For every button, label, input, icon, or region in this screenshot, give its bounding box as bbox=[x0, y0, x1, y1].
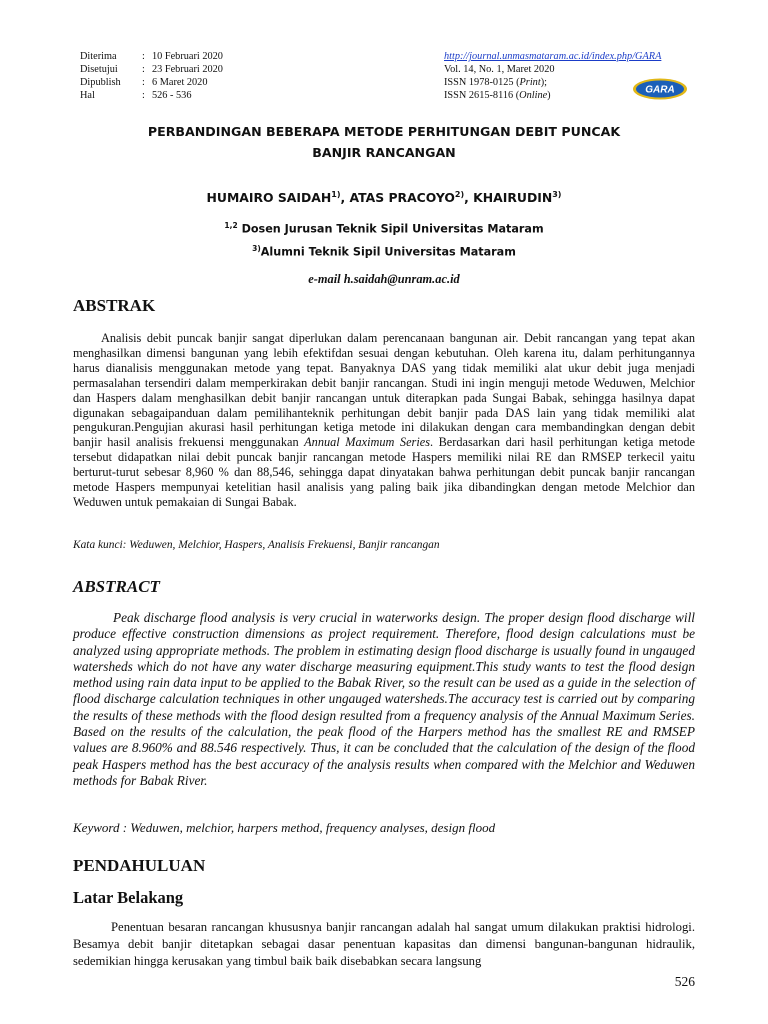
meta-colon: : bbox=[142, 90, 145, 101]
author-list bbox=[84, 190, 684, 205]
meta-row-pages bbox=[80, 89, 223, 102]
author-name: , ATAS PRACOYO bbox=[340, 190, 455, 206]
journal-header bbox=[80, 50, 700, 106]
meta-value: 6 Maret 2020 bbox=[152, 77, 208, 88]
pendahuluan-heading: PENDAHULUAN bbox=[73, 856, 206, 875]
affiliation-text: Dosen Jurusan Teknik Sipil Universitas Mataram bbox=[237, 222, 544, 236]
issn-online: ISSN 2615-8116 (Online) bbox=[444, 90, 551, 101]
svg-text:GARA: GARA bbox=[645, 84, 675, 96]
meta-row-received bbox=[80, 50, 223, 63]
submission-dates bbox=[80, 50, 223, 102]
abstrak-keywords: Kata kunci: Weduwen, Melchior, Haspers, Analisis Frekuensi, Banjir rancangan bbox=[73, 539, 440, 551]
abstract-heading: ABSTRACT bbox=[73, 577, 160, 596]
latar-belakang-heading: Latar Belakang bbox=[73, 888, 184, 907]
meta-key: Dipublish bbox=[80, 77, 121, 88]
affiliation bbox=[84, 244, 684, 259]
abstrak-heading: ABSTRAK bbox=[73, 296, 156, 315]
journal-url-link[interactable]: http://journal.unmasmataram.ac.id/index.php/GARA bbox=[444, 51, 662, 62]
meta-key: Disetujui bbox=[80, 64, 118, 75]
affiliation-text: Alumni Teknik Sipil Universitas Mataram bbox=[260, 245, 516, 259]
affiliation bbox=[84, 221, 684, 236]
meta-key: Diterima bbox=[80, 51, 117, 62]
author-name: , KHAIRUDIN bbox=[464, 190, 553, 206]
meta-row-published bbox=[80, 76, 223, 89]
pendahuluan-body: Penentuan besaran rancangan khususnya banjir rancangan adalah hal sangat umum dilakukan praktisi hidrologi. Besamya debit banjir ditetapkan sebagai dasar penentuan kapasitas dan dimensi bangunan-bangunan hidraulik, sedemikian hingga kerusakan yang timbul baik baik disebabkan secara langsung bbox=[73, 920, 695, 968]
abstract-keywords: Keyword : Weduwen, melchior, harpers method, frequency analyses, design flood bbox=[73, 820, 496, 835]
author-email: e-mail h.saidah@unram.ac.id bbox=[308, 272, 460, 286]
meta-colon: : bbox=[142, 51, 145, 62]
author-sup: 1) bbox=[331, 190, 341, 199]
title-line: BANJIR RANCANGAN bbox=[312, 145, 456, 160]
meta-value: 526 - 536 bbox=[152, 90, 192, 101]
meta-colon: : bbox=[142, 64, 145, 75]
journal-info bbox=[444, 50, 661, 102]
page-number: 526 bbox=[674, 974, 695, 989]
meta-row-approved bbox=[80, 63, 223, 76]
abstrak-body: Analisis debit puncak banjir sangat diperlukan dalam perencanaan bangunan air. Debit rancangan yang tepat akan menghasilkan dimensi bangunan yang lebih efektifdan sesuai dengan kebutuhan. Oleh karena itu, dalam perhitungannya harus dianalisis menggunakan metode yang tepat. Banyaknya DAS yang tidak memiliki alat ukur debit juga menjadi permasalahan tersendiri dalam memperkirakan debit banjir rancangan. Studi ini ingin menguji metode Weduwen, Melchior dan Haspers dalam menghasilkan debit banjir rancangan untuk diterapkan pada Sungai Babak, sehingga hasilnya dapat digunakan sebagaipanduan dalam pemilihanteknik perhitungan debit banjir pada DAS lain yang tidak memiliki alat pengukuran.Pengujian akurasi hasil perhitungan ketiga metode ini dilakukan dengan cara membandingkan dengan debit banjir hasil analisis frekuensi menggunakan Annual Maximum Series. Berdasarkan dari hasil perhitungan ketiga metode tersebut didapatkan nilai debit puncak banjir rancangan metode Haspers memiliki nilai RE dan RMSEP terkecil yaitu berturut-turut sebesar 8,960 % dan 88,546, sehingga dapat dinyatakan bahwa perhitungan debit puncak banjir rancangan metode Haspers mempunyai ketelitian hasil analisis yang paling baik jika dibandingkan dengan metode Melchior dan Weduwen untuk pemakaian di Sungai Babak. bbox=[73, 331, 695, 509]
meta-key: Hal bbox=[80, 90, 95, 101]
meta-value: 23 Februari 2020 bbox=[152, 64, 223, 75]
volume-info: Vol. 14, No. 1, Maret 2020 bbox=[444, 64, 555, 75]
author-sup: 3) bbox=[552, 190, 562, 199]
issn-print: ISSN 1978-0125 (Print); bbox=[444, 77, 547, 88]
abstract-body: Peak discharge flood analysis is very crucial in waterworks design. The proper design flood discharge will produce effective construction dimensions as project requirement. Therefore, flood design calculations must be analyzed using appropriate methods. The problem in estimating design flood discharge is usually found in ungauged watersheds which do not have any water discharge measuring equipment.This study wants to test the flood design method using rain data input to be applied to the Babak River, so the result can be used as a guide in the selection of flood discharge calculation techniques in other ungauged watersheds.The accuracy test is carried out by comparing the results of these methods with the flood design resulted from a frequency analysis of the Annual Maximum Series. Based on the results of the calculation, the peak flood of the Harpers method has the smallest RE and RMSEP values are 8.960% and 88.546 respectively. Thus, it can be concluded that the calculation of the design of the flood peak Haspers method has the best accuracy of the analysis results when compared with the Melchior and Weduwen methods for Babak River. bbox=[73, 610, 695, 788]
meta-colon: : bbox=[142, 77, 145, 88]
meta-value: 10 Februari 2020 bbox=[152, 51, 223, 62]
author-sup: 2) bbox=[454, 190, 465, 199]
affiliation-sup: 1,2 bbox=[224, 221, 238, 230]
gara-logo-icon bbox=[632, 78, 688, 100]
title-line: PERBANDINGAN BEBERAPA METODE PERHITUNGAN DEBIT PUNCAK bbox=[147, 124, 621, 139]
paper-title bbox=[84, 121, 684, 163]
author-name: HUMAIRO SAIDAH bbox=[206, 190, 332, 206]
affiliation-sup: 3) bbox=[252, 244, 261, 253]
